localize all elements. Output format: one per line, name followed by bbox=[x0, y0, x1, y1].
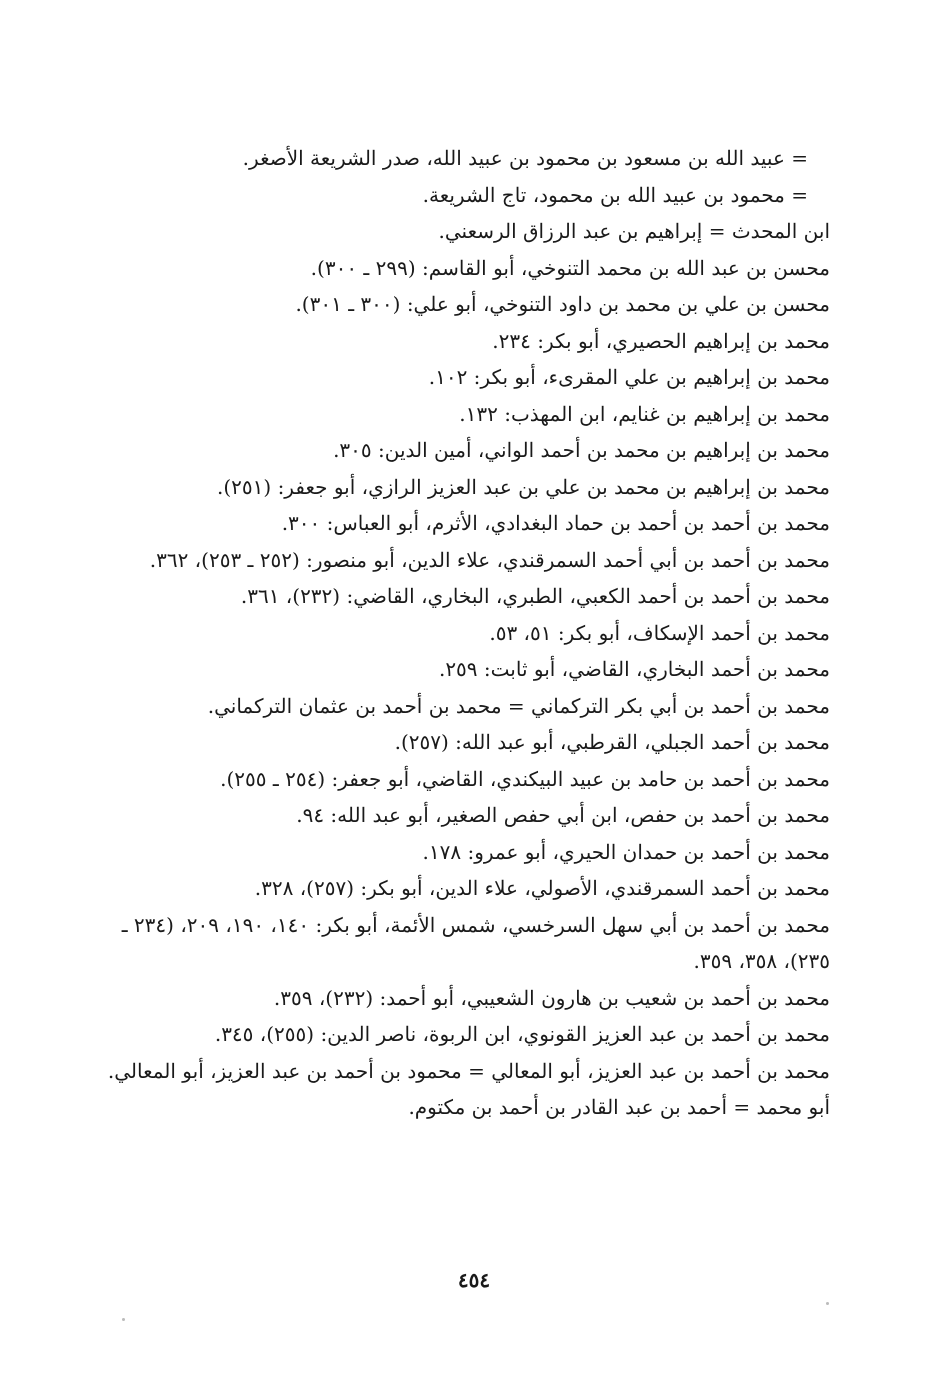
index-entry: محمد بن أحمد الجبلي، القرطبي، أبو عبد الله: (٢٥٧). bbox=[394, 730, 830, 754]
index-entry: محمد بن أحمد بن أبي بكر التركماني = محمد بن أحمد بن عثمان التركماني. bbox=[207, 693, 830, 718]
index-entry: محمد بن أحمد بن أحمد بن حماد البغدادي، الأثرم، أبو العباس: ٣٠٠. bbox=[281, 511, 830, 535]
index-entry: محمد بن أحمد بن شعيب بن هارون الشعيبي، أبو أحمد: (٢٣٢)، ٣٥٩. bbox=[273, 985, 830, 1010]
index-entry: محسن بن علي بن محمد بن داود التنوخي، أبو علي: (٣٠٠ ـ ٣٠١). bbox=[295, 292, 830, 316]
index-entry: ابن المحدث = إبراهيم بن عبد الرزاق الرسعني. bbox=[438, 219, 830, 243]
index-entry: محمد بن أحمد بن حمدان الحيري، أبو عمرو: ١٧٨. bbox=[422, 839, 830, 864]
index-entry: = عبيد الله بن مسعود بن محمود بن عبيد الله، صدر الشريعة الأصغر. bbox=[242, 146, 808, 170]
page-number: ٤٥٤ bbox=[457, 1268, 491, 1292]
index-entry: محمد بن أحمد الإسكاف، أبو بكر: ٥١، ٥٣. bbox=[489, 620, 830, 645]
scan-speck bbox=[122, 1318, 125, 1321]
index-entry: محمد بن أحمد بن عبد العزيز القونوي، ابن الربوة، ناصر الدين: (٢٥٥)، ٣٤٥. bbox=[214, 1022, 830, 1046]
index-entry: محمد بن أحمد بن حامد بن عبيد البيكندي، القاضي، أبو جعفر: (٢٥٤ ـ ٢٥٥). bbox=[220, 766, 830, 791]
index-entry: محمد بن أحمد السمرقندي، الأصولي، علاء الدين، أبو بكر: (٢٥٧)، ٣٢٨. bbox=[254, 876, 830, 900]
scan-speck bbox=[826, 1302, 829, 1305]
index-entry: محمد بن إبراهيم الحصيري، أبو بكر: ٢٣٤. bbox=[492, 328, 830, 353]
index-entry: محمد بن أحمد بن حفص، ابن أبي حفص الصغير، أبو عبد الله: ٩٤. bbox=[296, 803, 830, 827]
index-entry: محمد بن أحمد البخاري، القاضي، أبو ثابت: ٢٥٩. bbox=[438, 657, 830, 681]
index-entry: محمد بن أحمد بن أحمد الكعبي، الطبري، البخاري، القاضي: (٢٣٢)، ٣٦١. bbox=[240, 584, 830, 608]
index-entry: = محمود بن عبيد الله بن محمود، تاج الشريعة. bbox=[422, 182, 808, 207]
index-entry: محمد بن إبراهيم بن غنايم، ابن المهذب: ١٣٢. bbox=[459, 401, 830, 426]
index-entry: محمد بن إبراهيم بن محمد بن علي بن عبد العزيز الرازي، أبو جعفر: (٢٥١). bbox=[217, 474, 830, 499]
index-entry: محسن بن عبد الله بن محمد التنوخي، أبو القاسم: (٢٩٩ ـ ٣٠٠). bbox=[310, 255, 830, 280]
index-entry: محمد بن أحمد بن أبي أحمد السمرقندي، علاء الدين، أبو منصور: (٢٥٢ ـ ٢٥٣)، ٣٦٢. bbox=[149, 547, 830, 572]
index-entry: محمد بن إبراهيم بن محمد بن أحمد الواني، أمين الدين: ٣٠٥. bbox=[333, 438, 830, 462]
index-entry: محمد بن إبراهيم بن علي المقرىء، أبو بكر: ١٠٢. bbox=[428, 365, 830, 389]
index-entry: محمد بن أحمد بن عبد العزيز، أبو المعالي = محمود بن أحمد بن عبد العزيز، أبو المعالي. bbox=[107, 1058, 830, 1083]
index-entries bbox=[95, 140, 830, 1126]
index-entry: أبو محمد = أحمد بن عبد القادر بن أحمد بن مكتوم. bbox=[408, 1095, 830, 1119]
index-entry: محمد بن أحمد بن أبي سهل السرخسي، شمس الأئمة، أبو بكر: ١٤٠، ١٩٠، ٢٠٩، (٢٣٤ ـ ٢٣٥)، ٣٥٨، ٣٥٩. bbox=[121, 912, 830, 973]
